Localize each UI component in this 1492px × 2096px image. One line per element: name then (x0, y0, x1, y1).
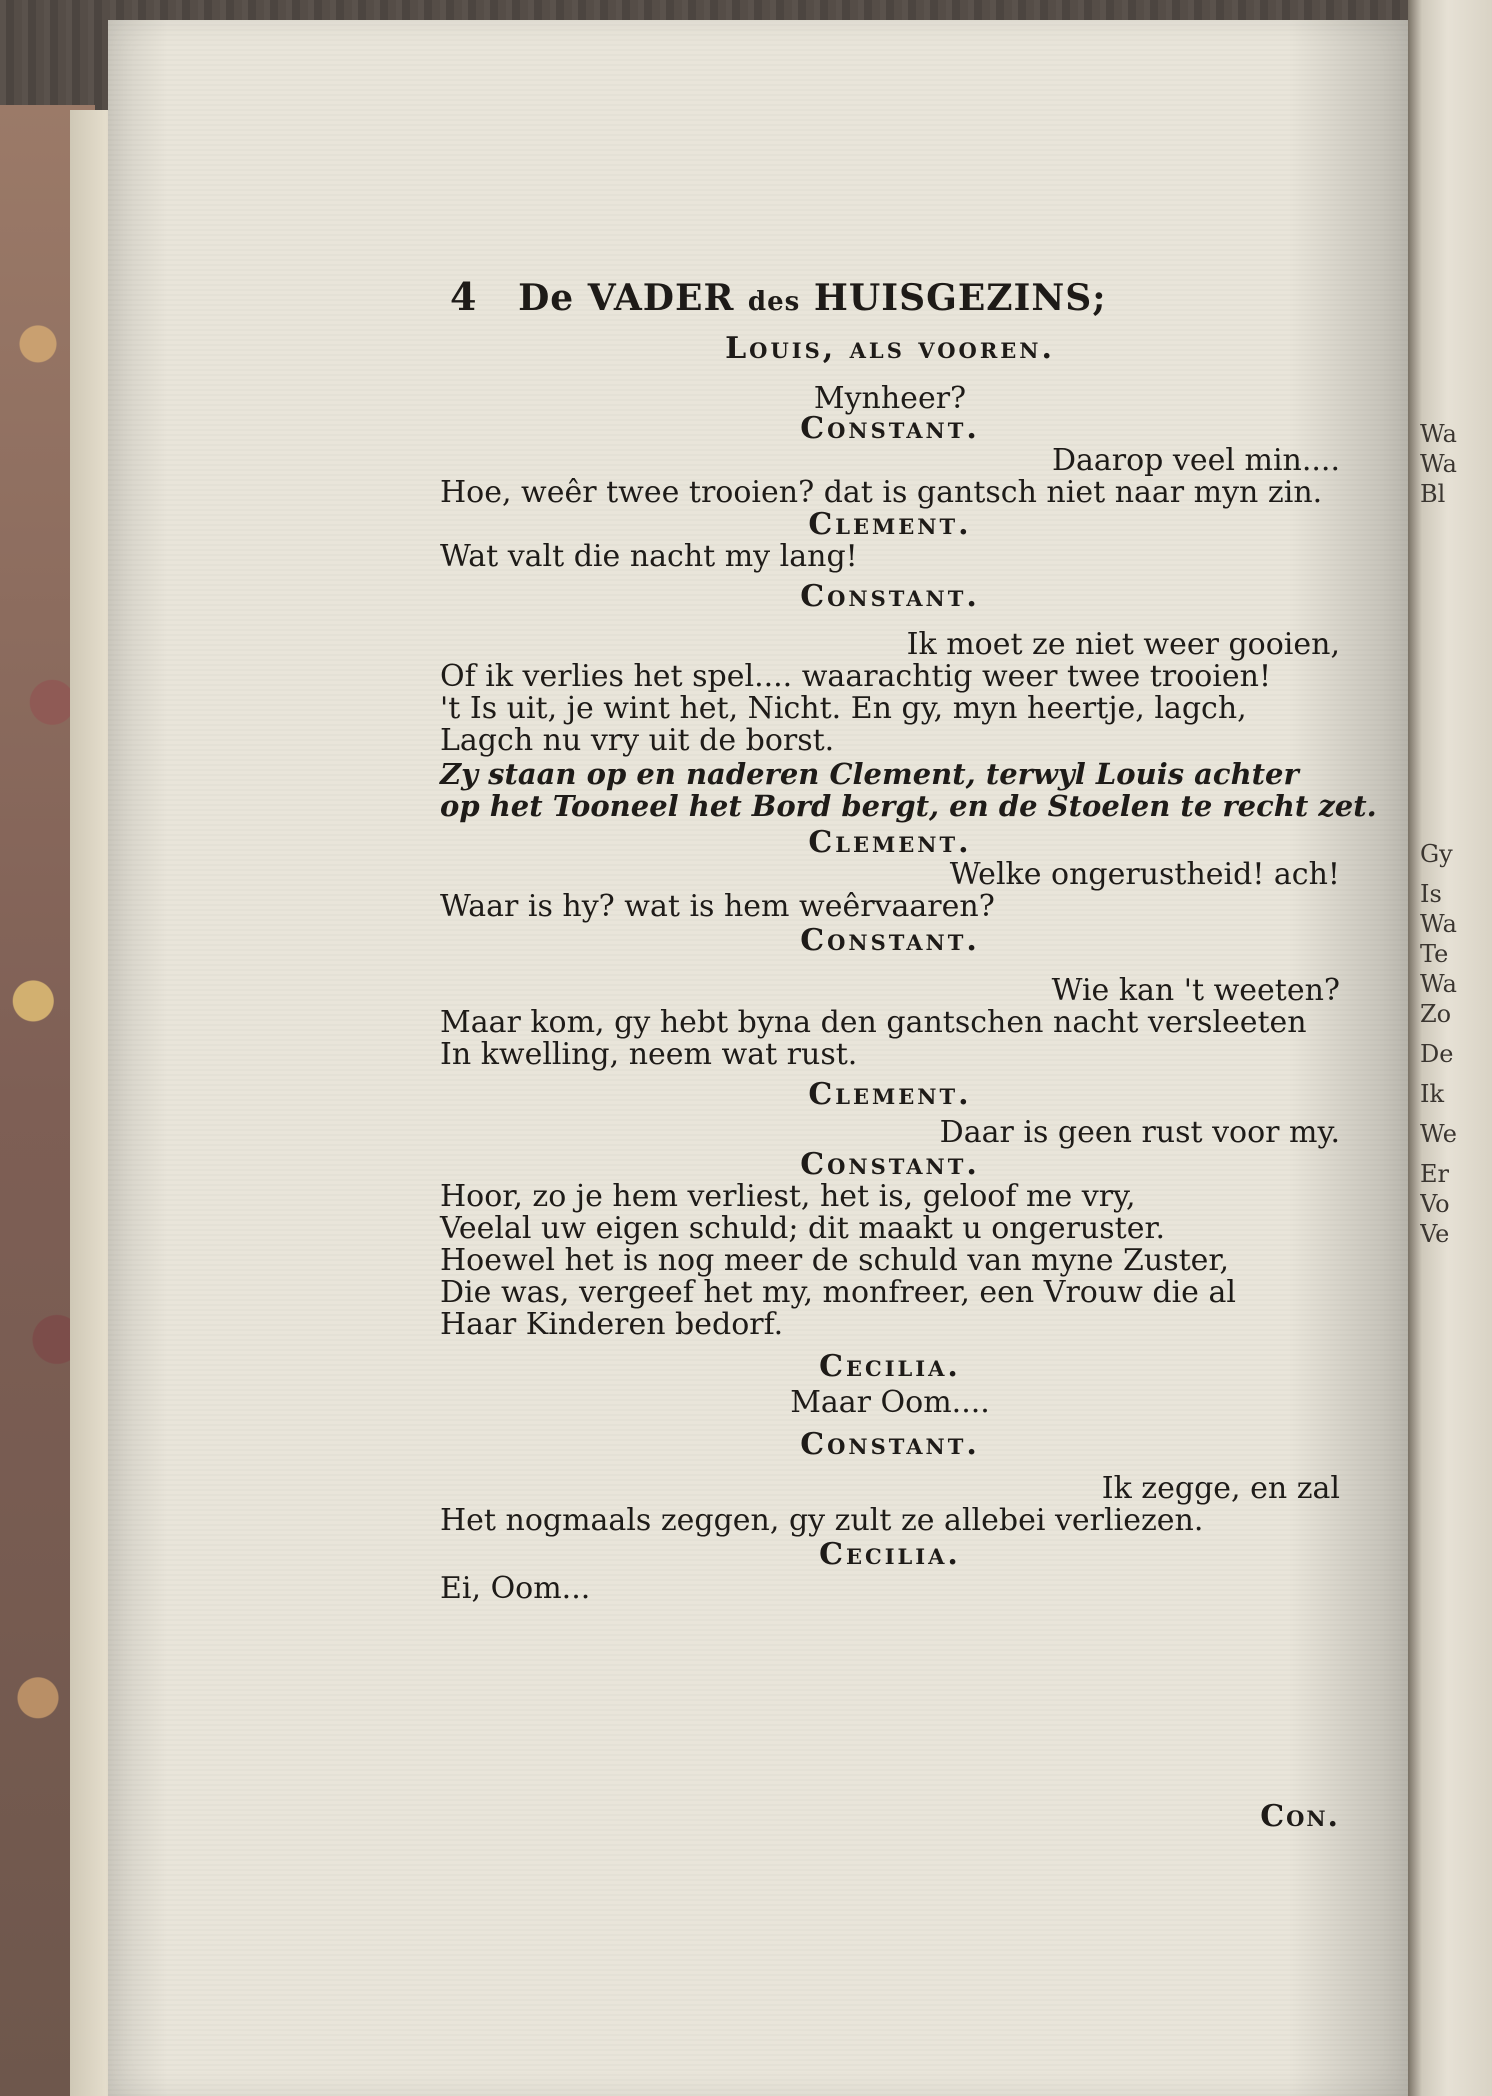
text-line: Hoor, zo je hem verliest, het is, geloof me vry, (440, 1179, 1136, 1214)
facing-page-fragment: Zo (1420, 1000, 1452, 1028)
text-line: Daar is geen rust voor my. (939, 1115, 1340, 1150)
text-line: Of ik verlies het spel.... waarachtig weer twee trooien! (440, 659, 1272, 694)
text-line: Daarop veel min.... (1051, 443, 1340, 478)
text-line: Mynheer? (813, 381, 967, 416)
facing-page-fragment: Wa (1420, 910, 1457, 938)
speaker-name: Constant. (800, 1427, 980, 1462)
text-line: Maar kom, gy hebt byna den gantschen nacht versleeten (440, 1005, 1307, 1040)
facing-page (1408, 0, 1492, 2096)
text-line: Waar is hy? wat is hem weêrvaaren? (440, 889, 995, 924)
facing-page-fragment: Wa (1420, 970, 1457, 998)
facing-page-fragment: Bl (1420, 480, 1446, 508)
text-line: Ik zegge, en zal (1101, 1471, 1340, 1506)
speaker-name: Clement. (808, 825, 972, 860)
facing-page-fragment: Ve (1420, 1220, 1450, 1248)
text-line: Die was, vergeef het my, monfreer, een Vrouw die al (440, 1275, 1236, 1310)
speaker-name: Constant. (800, 411, 980, 446)
speaker-name: Cecilia. (819, 1349, 961, 1384)
speaker-name: Cecilia. (819, 1537, 961, 1572)
text-line: Het nogmaals zeggen, gy zult ze allebei verliezen. (440, 1503, 1204, 1538)
text-line: Ik moet ze niet weer gooien, (906, 627, 1340, 662)
speaker-name: Constant. (800, 579, 980, 614)
running-title-part: De VADER (518, 277, 735, 319)
facing-page-fragment: Te (1420, 940, 1449, 968)
facing-page-fragment: Wa (1420, 450, 1457, 478)
stage-direction: Zy staan op en naderen Clement, terwyl Louis achter (440, 757, 1299, 791)
running-title-part: des (747, 287, 801, 317)
speaker-name: Louis, als vooren. (725, 331, 1055, 366)
text-line: Maar Oom.... (790, 1385, 990, 1420)
text-line: Veelal uw eigen schuld; dit maakt u ongeruster. (440, 1211, 1166, 1246)
speaker-name: Constant. (800, 923, 980, 958)
page-number: 4 (450, 274, 478, 319)
facing-page-fragment: Is (1420, 880, 1442, 908)
text-line: In kwelling, neem wat rust. (440, 1037, 858, 1072)
text-line: Wie kan 't weeten? (1051, 973, 1340, 1008)
running-title-part: HUISGEZINS; (813, 277, 1107, 319)
speaker-name: Constant. (800, 1147, 980, 1182)
speaker-name: Clement. (808, 507, 972, 542)
facing-page-fragment: Gy (1420, 840, 1453, 868)
facing-page-fragment: Vo (1420, 1190, 1450, 1218)
text-line: Hoewel het is nog meer de schuld van myne Zuster, (440, 1243, 1230, 1278)
text-line: 't Is uit, je wint het, Nicht. En gy, myn heertje, lagch, (440, 691, 1247, 726)
facing-page-fragment: Wa (1420, 420, 1457, 448)
text-line: Welke ongerustheid! ach! (949, 857, 1340, 892)
facing-page-fragment: We (1420, 1120, 1457, 1148)
text-line: Hoe, weêr twee trooien? dat is gantsch niet naar myn zin. (440, 475, 1323, 510)
text-line: Haar Kinderen bedorf. (440, 1307, 784, 1342)
running-header (450, 274, 1350, 319)
facing-page-fragment: Ik (1420, 1080, 1445, 1108)
speaker-name: Clement. (808, 1077, 972, 1112)
text-line: Wat valt die nacht my lang! (440, 539, 858, 574)
text-line: Ei, Oom... (440, 1571, 591, 1606)
stage-direction: op het Tooneel het Bord bergt, en de Stoelen te recht zet. (440, 789, 1377, 823)
catchword: Con. (1260, 1799, 1340, 1834)
facing-page-fragment: Er (1420, 1160, 1449, 1188)
facing-page-fragment: De (1420, 1040, 1454, 1068)
text-line: Lagch nu vry uit de borst. (440, 723, 835, 758)
